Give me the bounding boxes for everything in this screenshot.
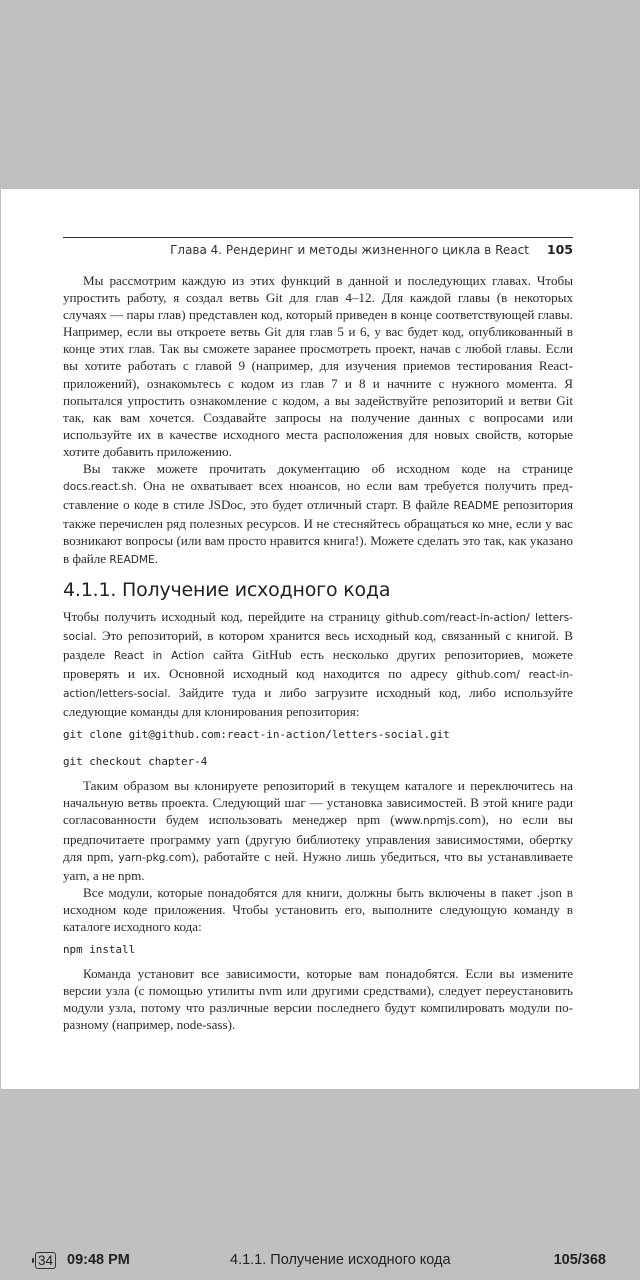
code-clone: git clone git@github.com:react-in-action/letters-social.git bbox=[63, 728, 450, 742]
book-page[interactable] bbox=[1, 189, 639, 1089]
paragraph: Мы рассмотрим каждую из этих функций в данной и последующих главах. Чтобы упростить работу, я создал ветвь Git для глав 4–12. Для каждой главы (в некоторых случаях — пары глав) представлен код, который приведен в конце соответствующей главы. Например, если вы откроете ветвь Git для глав 5 и 6, у вас будет код, опубликованный в конце этих глав. Так вы сможете заранее просмотреть проект, начав с любой главы. Если вы хотите работать с главой 9 (например, для изучения приемов тестирования React-приложений), ознакомьтесь с кодом из глав 7 и 8 и начните с нужного момента. Я попытался упростить ознакомление с кодом, а вы задействуйте репозиторий и ветви Git так, как вам хочется. Создавайте запросы на получение данных с вопросами или используйте их в качестве исходного места расположения для новых свойств, которые хотите добавить приложению. bbox=[63, 273, 573, 459]
current-chapter-title[interactable]: 4.1.1. Получение исходного кода bbox=[230, 1252, 451, 1268]
link-docs[interactable]: docs.react.sh bbox=[63, 481, 134, 494]
readme-filename: README bbox=[453, 500, 499, 513]
react-in-action-label: React in Action bbox=[113, 649, 205, 662]
paragraph: Чтобы получить исходный код, перейдите на страницу github.com/react-in-action/ letters-social. Это репозиторий, в котором хранится весь исходный код, связанный с книгой. В разделе React in Action сайта GitHub есть несколько других репозиториев, можете проверять и их. Основной исходный код находится по адресу github.com/ react-in-action/letters-social. Зайдите туда и либо загрузите исходный код, либо используйте следующие команды для клонирования репозитория: bbox=[63, 608, 573, 720]
link-repo[interactable]: github.com/ react-in-action/letters-social bbox=[63, 668, 573, 701]
code-checkout: git checkout chapter-4 bbox=[63, 755, 208, 769]
link-yarn[interactable]: yarn-pkg.com bbox=[118, 851, 192, 864]
battery-icon bbox=[35, 1252, 56, 1269]
link-repo[interactable]: github.com/react-in-action/ letters-social bbox=[63, 611, 573, 643]
running-head bbox=[170, 242, 573, 257]
section-heading: 4.1.1. Получение исходного кода bbox=[63, 578, 391, 601]
page-progress[interactable]: 105/368 bbox=[553, 1252, 606, 1268]
paragraph: Все модули, которые понадобятся для книги, должны быть включены в пакет .json в исходном коде приложения. Чтобы установить его, выполните следующую команду в каталоге исходного кода: bbox=[63, 884, 573, 934]
running-head-chapter: Глава 4. Рендеринг и методы жизненного цикла в React bbox=[170, 243, 529, 257]
paragraph: Команда установит все зависимости, которые вам понадобятся. Если вы измените версии узла (с помощью утилиты nvm или другими средствами), следует переустановить модули узла, потому что различные версии последнего будут компилировать модули по-разному (например, node-sass). bbox=[63, 966, 573, 1033]
paragraph: Вы также можете прочитать документацию об исходном коде на странице docs.react.sh. Она не охватывает всех нюансов, но если вам требуется получить представление о коде в стиле JSDoc, это будет отличный старт. В файле README репозитория также перечислен ряд полезных ресурсов. И не стесняйтесь обращаться ко мне, если у вас возникают вопросы (или вам просто нравится книга!). Можете сделать это так, как указано в файле README. bbox=[63, 461, 573, 566]
link-npmjs[interactable]: www.npmjs.com bbox=[394, 815, 482, 828]
page-number: 105 bbox=[546, 242, 573, 257]
reader-status-bar bbox=[0, 1248, 640, 1274]
code-install: npm install bbox=[63, 943, 136, 957]
paragraph: Таким образом вы клонируете репозиторий в текущем каталоге и переключитесь на начальную ветвь проекта. Следующий шаг — установка зависимостей. В этой книге ради согласованности будем использовать менеджер npm (www.npmjs.com), но если вы предпочитаете программу yarn (другую библиотеку управления зависимостями, обертку для npm, yarn-pkg.com), работайте с ней. Нужно лишь убедиться, что вы устанавливаете yarn, а не npm. bbox=[63, 778, 573, 883]
page-body bbox=[63, 272, 573, 1033]
battery-level: 34 bbox=[38, 1253, 54, 1268]
header-rule bbox=[63, 237, 573, 238]
readme-filename: README bbox=[109, 553, 155, 566]
clock: 09:48 PM bbox=[67, 1252, 130, 1268]
